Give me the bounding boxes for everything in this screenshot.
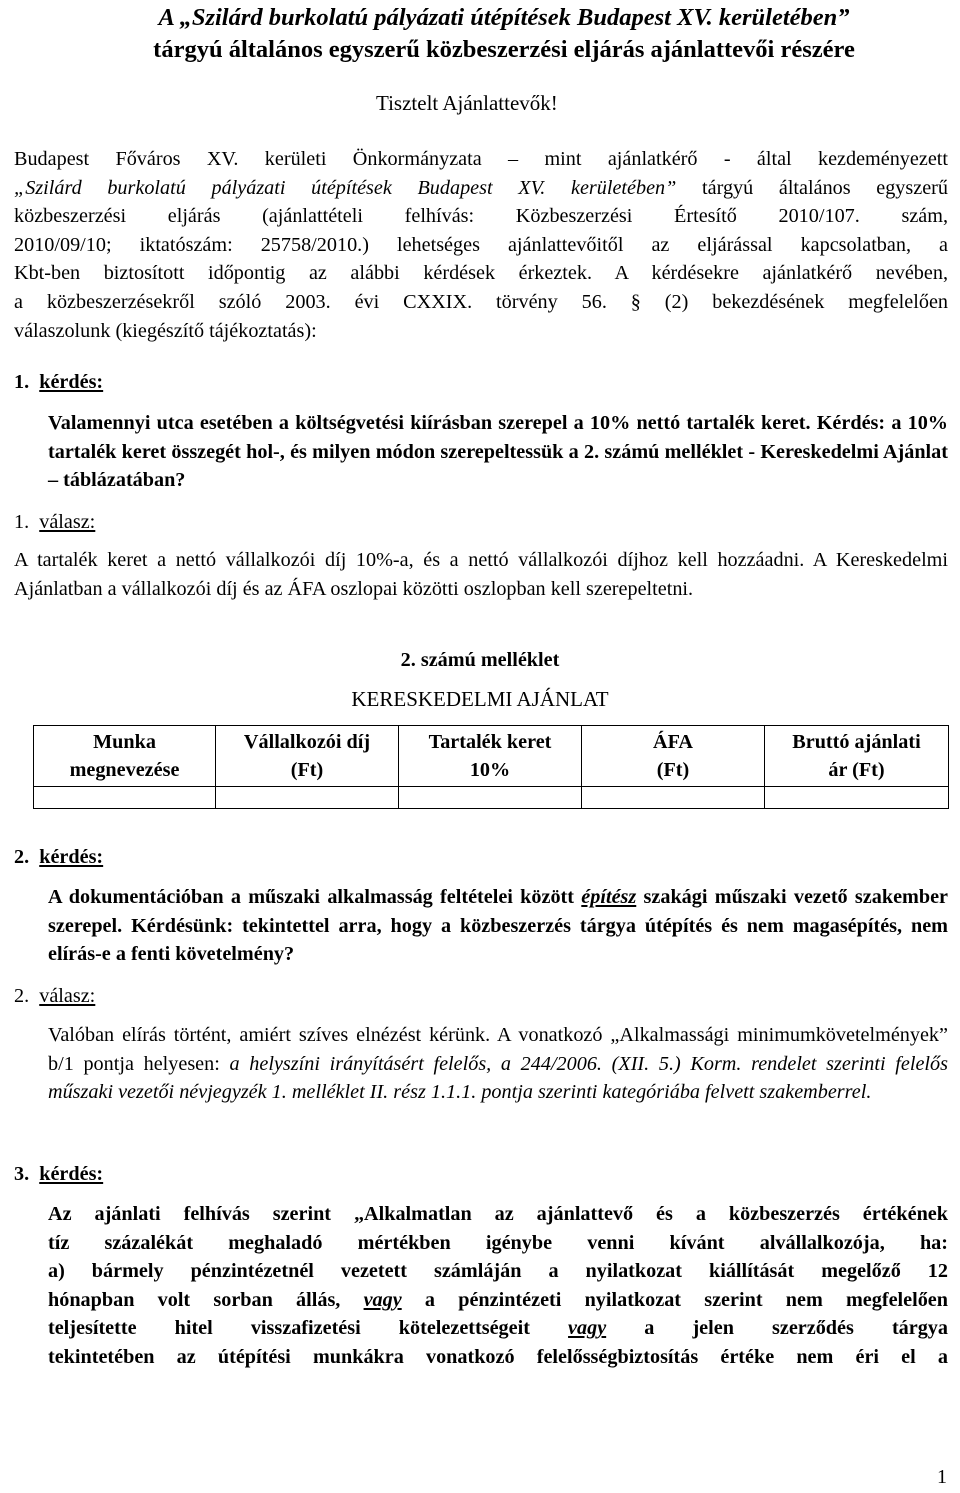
annex-subtitle: KERESKEDELMI AJÁNLAT [351,687,609,711]
intro-line: a közbeszerzésekről szóló 2003. évi CXXIX. törvény 56. § (2) bekezdésének megfelelően [14,290,948,313]
question-label: kérdés: [39,371,104,393]
title-line-2: tárgyú általános egyszerű közbeszerzési eljárás ajánlattevői részére [153,36,855,63]
question-label: kérdés: [39,1163,104,1185]
table-header-row [34,726,949,787]
answer-2-heading: 2. válasz: [14,985,96,1007]
commercial-offer-table [33,725,949,809]
table-cell [216,787,399,809]
page-number: 1 [937,1466,947,1488]
answer-2-text: Valóban elírás történt, amiért szíves elnézést kérünk. A vonatkozó „Alkalmassági minimumkövetelmények” b/1 pontja helyesen: a helyszíni irányításért felelős, a 244/2006. (XII. 5.) Korm. rendelet szerinti felelős műszaki vezetői névjegyzék 1. melléklet II. rész 1.1.1. pontja szerinti kategóriába felvett szakemberrel. [48,1024,948,1104]
question-3-heading: 3. kérdés: [14,1163,104,1185]
intro-line: Budapest Főváros XV. kerületi Önkormányzata – mint ajánlatkérő - által kezdeményezett [14,148,948,170]
column-header: Tartalék keret 10% [399,726,582,787]
question-1-heading: 1. kérdés: [14,371,104,393]
question-3-text: Az ajánlati felhívás szerint „Alkalmatlan az ajánlattevő és a közbeszerzés értékének tíz százalékát meghaladó mértékben igénybe venni kívánt alvállalkozója, ha: a) bármely pénzintézetnél vezetett számláján a nyilatkozat kiállítását megelőző 12 hónapban volt sorban állás, vagy a pénzintézeti nyilatkozat szerint nem megfelelően teljesítette hitel visszafizetési kötelezettségeit vagy a jelen szerződés tárgya tekintetében az útépítési munkákra vonatkozó felelősségbiztosítás értéke nem éri el a [48,1203,948,1368]
question-label: kérdés: [39,846,104,868]
greeting: Tisztelt Ajánlattevők! [376,91,558,115]
table-cell [399,787,582,809]
answer-label: válasz: [39,985,96,1007]
table-cell [765,787,949,809]
column-header: Munka megnevezése [34,726,216,787]
question-1-text: Valamennyi utca esetében a költségvetési kiírásban szerepel a 10% nettó tartalék keret. Kérdés: a 10% tartalék keret összegét hol-, és milyen módon szerepeltessük a 2. számú melléklet - Kereskedelmi Ajánlat – táblázatában? [48,412,948,492]
title-line-1: A „Szilárd burkolatú pályázati útépítések Budapest XV. kerületében” [158,4,850,31]
intro-line: „Szilárd burkolatú pályázati útépítések Budapest XV. kerületében” tárgyú általános egyszerű [14,176,948,199]
intro-line: közbeszerzési eljárás (ajánlattételi felhívás: Közbeszerzési Értesítő 2010/107. szám, [14,205,948,228]
emphasized-word: vagy [568,1317,607,1340]
table-cell [34,787,216,809]
column-header: Bruttó ajánlati ár (Ft) [765,726,949,787]
intro-line: Kbt-ben biztosított időpontig az alábbi kérdések érkeztek. A kérdésekre ajánlatkérő nevében, [14,262,948,285]
table-row [34,787,949,809]
answer-label: válasz: [39,511,96,533]
column-header: Vállalkozói díj (Ft) [216,726,399,787]
answer-1-heading: 1. válasz: [14,511,96,533]
emphasized-word: építész [581,886,637,908]
answer-1-text: A tartalék keret a nettó vállalkozói díj 10%-a, és a nettó vállalkozói díjhoz kell hozzáadni. A Kereskedelmi Ajánlatban a vállalkozói díj és az ÁFA oszlopai közötti oszlopban kell szerepeltetni. [14,549,948,600]
answer-2-italic: a helyszíni irányításért felelős, a 244/2006. (XII. 5.) Korm. rendelet szerinti felelős műszaki vezetői névjegyzék 1. melléklet II. rész 1.1.1. pontja szerinti kategóriába felvett szakemberrel. [48,1052,948,1104]
emphasized-word: vagy [363,1288,402,1311]
column-header: ÁFA (Ft) [582,726,765,787]
question-2-heading: 2. kérdés: [14,846,104,868]
table-cell [582,787,765,809]
annex-title: 2. számú melléklet [400,649,560,671]
intro-line: válaszolunk (kiegészítő tájékoztatás): [14,319,317,342]
question-2-text: A dokumentációban a műszaki alkalmasság feltételei között építész szakági műszaki vezető szakember szerepel. Kérdésünk: tekintettel arra, hogy a közbeszerzés tárgya útépítés és nem magasépítés, nem elírás-e a fenti követelmény? [48,886,948,966]
project-name: „Szilárd burkolatú pályázati útépítések Budapest XV. kerületében” [14,176,677,199]
intro-paragraph [14,145,948,345]
document-title [64,2,944,66]
intro-line: 2010/09/10; iktatószám: 25758/2010.) lehetséges ajánlattevőitől az eljárással kapcsolatban, a [14,233,948,256]
